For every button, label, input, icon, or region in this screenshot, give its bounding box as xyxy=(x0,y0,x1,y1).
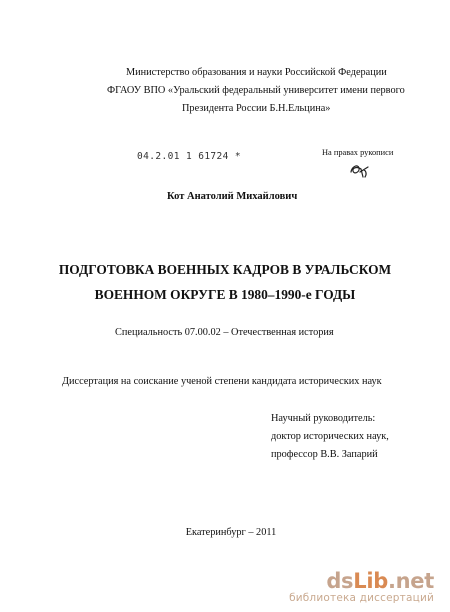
archive-code: 04.2.01 1 61724 * xyxy=(137,151,242,162)
watermark[interactable] xyxy=(289,570,434,604)
dissertation-title-line-2: ВОЕННОМ ОКРУГЕ В 1980–1990-е ГОДЫ xyxy=(94,287,356,302)
ministry-line: Министерство образования и науки Российской Федерации xyxy=(126,67,387,78)
advisor-name: профессор В.В. Запарий xyxy=(271,449,378,460)
watermark-logo: dsLib.net xyxy=(326,569,434,593)
university-line-2: Президента России Б.Н.Ельцина» xyxy=(182,103,331,114)
advisor-heading: Научный руководитель: xyxy=(271,413,376,424)
manuscript-note: На правах рукописи xyxy=(322,148,394,157)
specialty-line: Специальность 07.00.02 – Отечественная история xyxy=(115,327,334,338)
university-line-1: ФГАОУ ВПО «Уральский федеральный университет имени первого xyxy=(107,85,405,96)
dissertation-purpose: Диссертация на соискание ученой степени кандидата исторических наук xyxy=(62,376,382,387)
dissertation-title-line-1: ПОДГОТОВКА ВОЕННЫХ КАДРОВ В УРАЛЬСКОМ xyxy=(58,262,392,277)
author-name: Кот Анатолий Михайлович xyxy=(167,191,298,202)
watermark-tagline: библиотека диссертаций xyxy=(289,592,434,604)
advisor-degree: доктор исторических наук, xyxy=(271,431,389,442)
city-year: Екатеринбург – 2011 xyxy=(185,527,277,538)
signature-mark xyxy=(348,158,374,182)
